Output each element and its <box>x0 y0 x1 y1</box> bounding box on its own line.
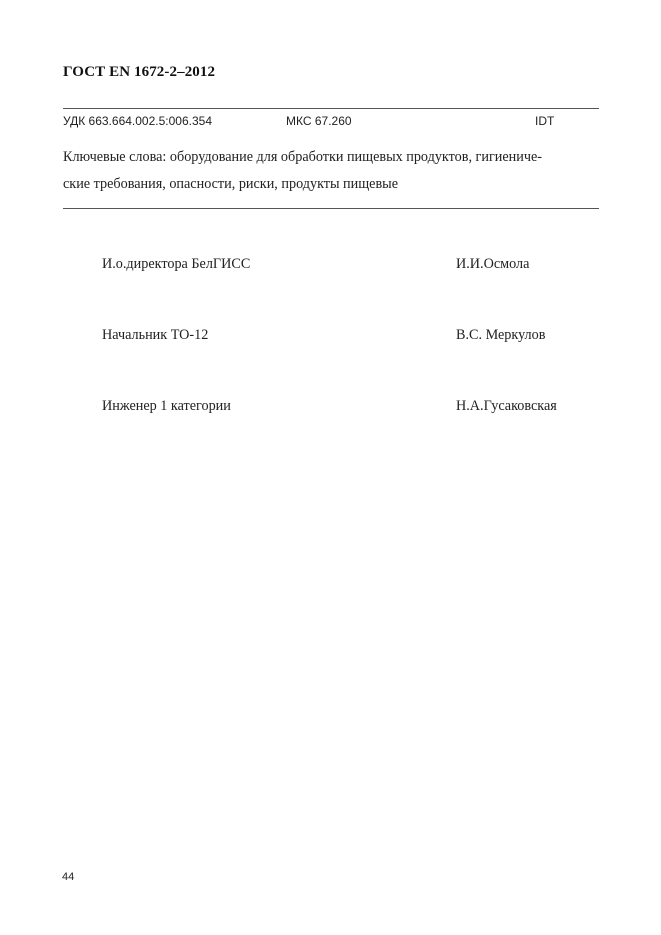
bottom-divider <box>63 208 599 209</box>
signature-name-3: Н.А.Гусаковская <box>456 398 557 414</box>
signature-position-3: Инженер 1 категории <box>102 398 231 414</box>
keywords-paragraph <box>63 144 603 198</box>
signature-position-1: И.о.директора БелГИСС <box>102 256 251 272</box>
signature-position-2: Начальник ТО-12 <box>102 327 209 343</box>
page-number: 44 <box>62 871 75 883</box>
idt-code: IDT <box>535 114 555 128</box>
signature-name-2: В.С. Меркулов <box>456 327 546 343</box>
standard-title: ГОСТ EN 1672-2–2012 <box>63 64 216 80</box>
keywords-line-1: Ключевые слова: оборудование для обработки пищевых продуктов, гигиениче- <box>63 149 542 165</box>
top-divider <box>63 108 599 109</box>
mks-code: МКС 67.260 <box>286 114 352 128</box>
keywords-line-2: ские требования, опасности, риски, продукты пищевые <box>63 176 398 192</box>
signature-name-1: И.И.Осмола <box>456 256 530 272</box>
udk-code: УДК 663.664.002.5:006.354 <box>63 114 212 128</box>
